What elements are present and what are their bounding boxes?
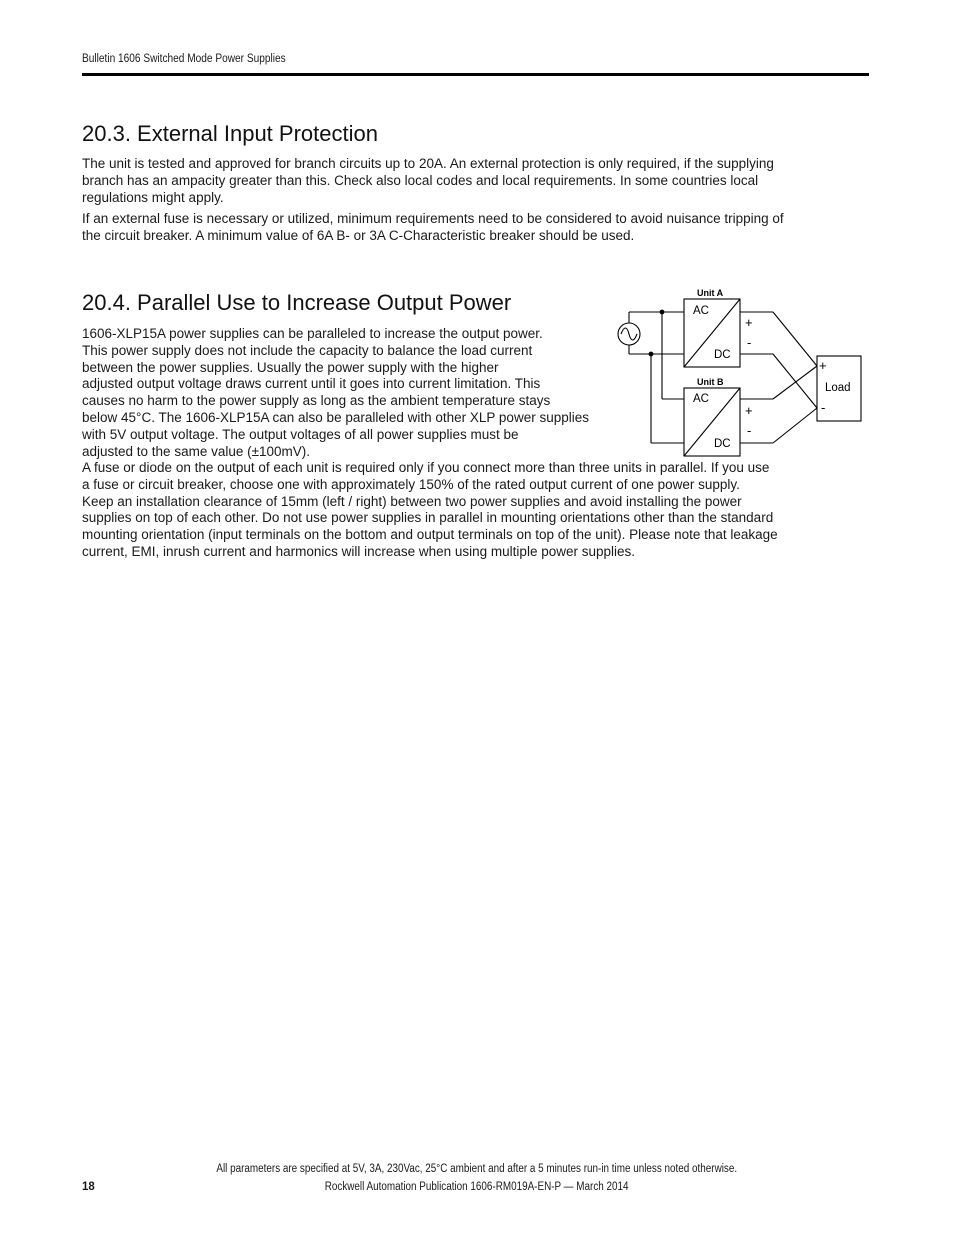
unit-b-ac-label: AC [693,393,709,405]
text-line: below 45°C. The 1606-XLP15A can also be paralleled with other XLP power supplies [82,409,589,425]
text-line: A fuse or diode on the output of each unit is required only if you connect more than three units in parallel. If you use [82,460,770,475]
text-line: regulations might apply. [82,189,224,205]
text-line: mounting orientation (input terminals on the bottom and output terminals on top of the unit). Please note that leakage [82,527,778,543]
text-line: branch has an ampacity greater than this. Check also local codes and local requirements. In some countries local [82,172,759,188]
load-plus-label: + [819,358,827,373]
unit-b-label: Unit B [697,377,724,387]
parallel-wiring-diagram [0,0,954,470]
paragraph-parallel-details [82,460,778,561]
unit-a-plus-label: + [745,315,753,330]
text-line: adjusted to the same value (±100mV). [82,443,311,459]
junction-dot [660,310,665,315]
text-line: a fuse or circuit breaker, choose one with approximately 150% of the rated output current of one power supply. [82,476,740,492]
section-heading-external-input-protection: 20.3. External Input Protection [82,121,378,146]
text-line: with 5V output voltage. The output voltages of all power supplies must be [82,426,519,442]
text-line: If an external fuse is necessary or utilized, minimum requirements need to be considered to avoid nuisance tripping of [82,211,784,226]
text-line: 1606-XLP15A power supplies can be paralleled to increase the output power. [82,326,543,341]
section-heading-parallel-use: 20.4. Parallel Use to Increase Output Power [82,290,512,315]
text-line: causes no harm to the power supply as long as the ambient temperature stays [82,393,551,409]
text-line: current, EMI, inrush current and harmonics will increase when using multiple power supplies. [82,543,635,559]
unit-a-label: Unit A [697,288,724,298]
text-line: the circuit breaker. A minimum value of 6A B- or 3A C-Characteristic breaker should be used. [82,227,635,243]
footer-publication-text: Rockwell Automation Publication 1606-RM019A-EN-P — March 2014 [325,1181,629,1193]
footer-note [0,1163,954,1175]
text-line: adjusted output voltage draws current until it goes into current limitation. This [82,376,541,392]
unit-a-minus-label: - [747,335,752,350]
unit-b-dc-label: DC [714,438,731,450]
text-line: This power supply does not include the capacity to balance the load current [82,342,533,358]
footer-publication [0,1181,954,1193]
running-header: Bulletin 1606 Switched Mode Power Supplies [82,53,286,65]
unit-b-minus-label: - [747,423,752,438]
unit-b-plus-label: + [745,403,753,418]
load-label: Load [825,382,851,394]
text-line: supplies on top of each other. Do not use power supplies in parallel in mounting orientations other than the standard [82,510,774,526]
text-line: Keep an installation clearance of 15mm (left / right) between two power supplies and avoid installing the power [82,493,742,509]
load-minus-label: - [821,400,826,415]
footer-note-text: All parameters are specified at 5V, 3A, 230Vac, 25°C ambient and after a 5 minutes run-in time unless noted otherwise. [216,1163,738,1175]
text-line: between the power supplies. Usually the power supply with the higher [82,359,499,375]
text-line: The unit is tested and approved for branch circuits up to 20A. An external protection is only required, if the supplying [82,156,774,171]
page-number: 18 [82,1181,95,1193]
junction-dot [649,352,654,357]
unit-a-ac-label: AC [693,305,709,317]
unit-a-dc-label: DC [714,349,731,361]
